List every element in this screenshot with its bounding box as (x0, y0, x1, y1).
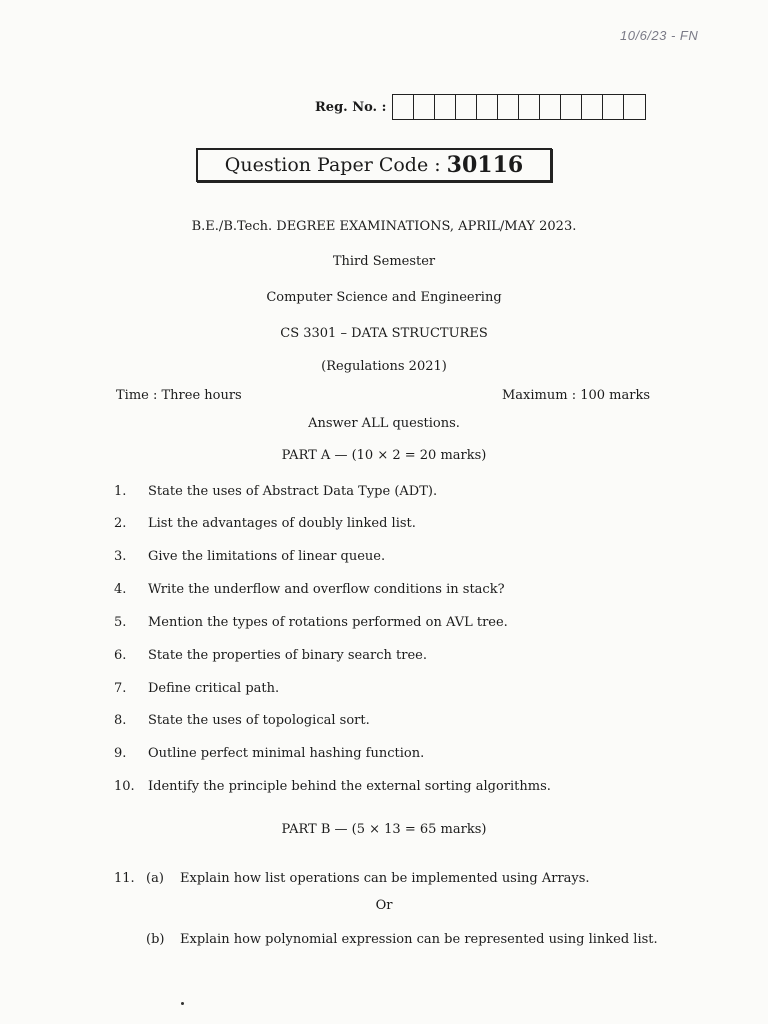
question-option-label: (b) (146, 932, 165, 947)
part-a-question (114, 779, 551, 794)
question-number: 6. (114, 648, 127, 663)
reg-number-box (624, 95, 645, 119)
part-a-question (114, 516, 416, 531)
reg-number-box (540, 95, 561, 119)
question-number: 9. (114, 746, 127, 761)
part-b-heading: PART B — (5 × 13 = 65 marks) (281, 822, 487, 837)
question-11b (146, 932, 658, 947)
question-text: Identify the principle behind the external sorting algorithms. (148, 779, 551, 794)
question-number: 11. (114, 871, 135, 886)
reg-number-box (477, 95, 498, 119)
reg-number-box (561, 95, 582, 119)
question-number: 1. (114, 484, 127, 499)
question-text: Write the underflow and overflow conditions in stack? (148, 582, 505, 597)
question-text: Outline perfect minimal hashing function. (148, 746, 425, 761)
question-text: State the properties of binary search tree. (148, 648, 427, 663)
reg-number-box (519, 95, 540, 119)
reg-number-box (414, 95, 435, 119)
question-11a (114, 871, 590, 886)
part-a-heading: PART A — (10 × 2 = 20 marks) (281, 448, 487, 463)
semester: Third Semester (332, 254, 436, 269)
department: Computer Science and Engineering (266, 290, 502, 305)
question-paper-code-box (196, 148, 552, 182)
question-text: Explain how list operations can be implemented using Arrays. (180, 871, 590, 886)
part-a-question (114, 615, 508, 630)
course-title: CS 3301 – DATA STRUCTURES (280, 326, 488, 341)
question-text: Mention the types of rotations performed on AVL tree. (148, 615, 508, 630)
question-paper-code-label: Question Paper Code : (224, 154, 441, 176)
scan-dot (181, 1002, 184, 1005)
reg-number-box (603, 95, 624, 119)
part-a-question (114, 648, 427, 663)
time-marks-row (116, 388, 650, 403)
question-text: Define critical path. (148, 681, 280, 696)
question-text: Give the limitations of linear queue. (148, 549, 386, 564)
time-duration: Time : Three hours (116, 388, 242, 403)
reg-number-section (315, 94, 646, 120)
question-number: 7. (114, 681, 127, 696)
question-number: 10. (114, 779, 135, 794)
reg-number-box (582, 95, 603, 119)
part-a-question (114, 746, 424, 761)
question-option-label: (a) (146, 871, 164, 886)
question-text: List the advantages of doubly linked list. (148, 516, 416, 531)
part-a-question (114, 582, 505, 597)
question-number: 8. (114, 713, 127, 728)
reg-number-box (498, 95, 519, 119)
reg-number-box (393, 95, 414, 119)
part-a-question (114, 713, 370, 728)
question-number: 4. (114, 582, 127, 597)
part-a-question (114, 681, 279, 696)
reg-number-box (435, 95, 456, 119)
reg-number-label: Reg. No. : (315, 99, 387, 115)
maximum-marks: Maximum : 100 marks (501, 388, 650, 403)
question-text: State the uses of Abstract Data Type (ADT). (148, 484, 438, 499)
reg-number-boxes (392, 94, 646, 120)
question-number: 5. (114, 615, 127, 630)
reg-number-box (456, 95, 477, 119)
regulations: (Regulations 2021) (321, 359, 447, 374)
part-a-question (114, 549, 385, 564)
part-a-question (114, 484, 437, 499)
question-number: 2. (114, 516, 127, 531)
exam-title: B.E./B.Tech. DEGREE EXAMINATIONS, APRIL/MAY 2023. (191, 219, 577, 234)
question-number: 3. (114, 549, 127, 564)
question-text: Explain how polynomial expression can be represented using linked list. (180, 932, 658, 947)
instruction: Answer ALL questions. (308, 416, 460, 431)
question-paper-code-number: 30116 (446, 152, 524, 178)
or-separator: Or (375, 898, 393, 913)
handwritten-date-note: 10/6/23 - FN (620, 28, 699, 43)
question-text: State the uses of topological sort. (148, 713, 370, 728)
